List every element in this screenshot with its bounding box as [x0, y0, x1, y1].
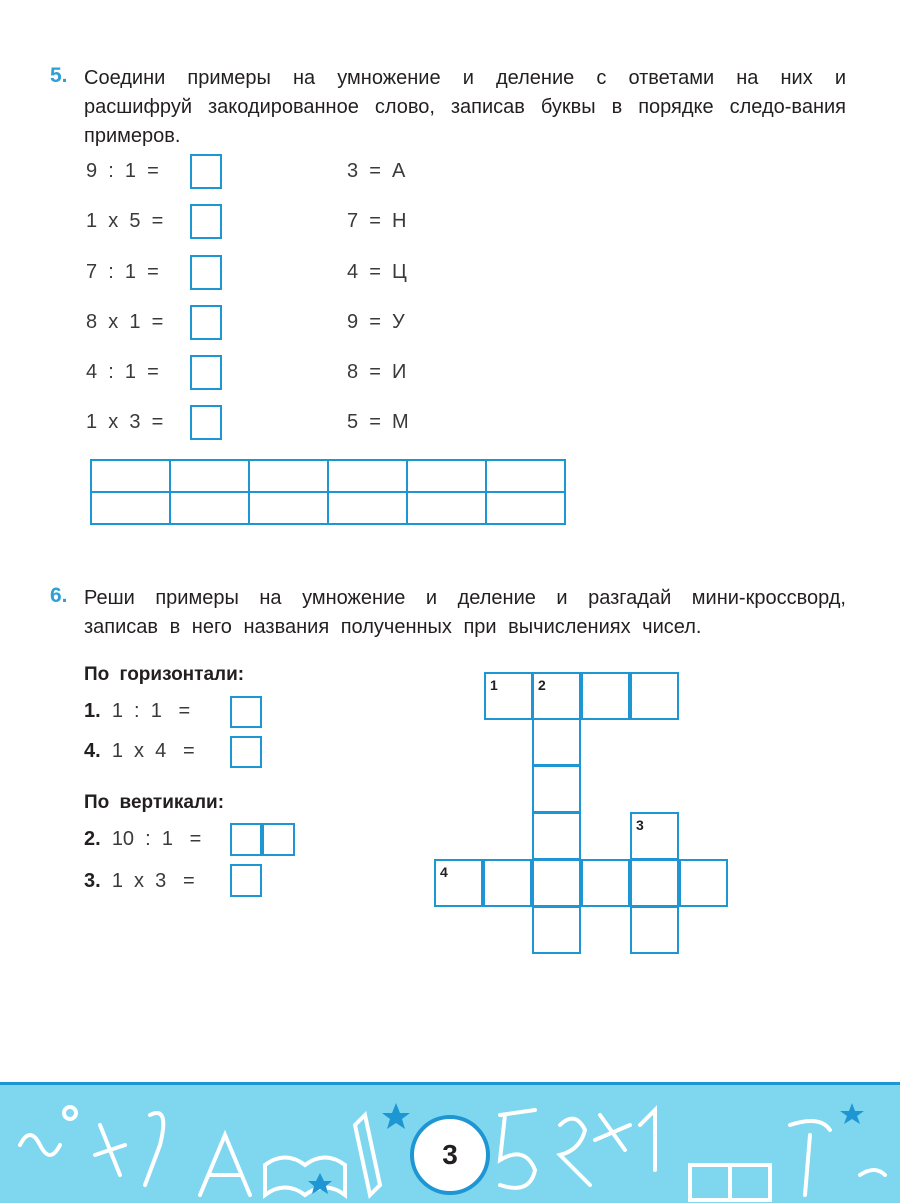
horizontal-clue-4 [84, 740, 195, 763]
example-5: 4 : 1 = [86, 361, 159, 383]
vertical-clue-2 [84, 828, 201, 851]
clue-expression: 10 : 1 = [111, 828, 202, 850]
clue-answer-box-v2b[interactable] [262, 823, 295, 856]
digit-one-doodle-icon [145, 1113, 163, 1185]
grid-cell[interactable] [486, 492, 565, 524]
clue-expression: 1 х 4 = [111, 740, 195, 762]
grid-cell[interactable] [407, 460, 486, 492]
key-6: 5 = М [347, 411, 409, 433]
clue-number: 3. [84, 870, 101, 892]
crossword-cell[interactable] [532, 859, 581, 907]
wave-icon [860, 1170, 885, 1175]
task-5 [50, 64, 846, 154]
task-6-text: Реши примеры на умножение и деление и разгадай мини-кроссворд, записав в него названия полученных при вычислениях чисел. [84, 587, 846, 638]
cell-number-4: 4 [440, 864, 448, 880]
answer-box-1[interactable] [190, 154, 222, 189]
horizontal-heading: По горизонтали: [84, 664, 245, 685]
key-5: 8 = И [347, 361, 407, 383]
crossword-cell[interactable] [630, 906, 679, 954]
key-2: 7 = Н [347, 210, 407, 232]
crossword-cell[interactable] [581, 672, 630, 720]
answer-box-4[interactable] [190, 305, 222, 340]
word-answer-grid [90, 459, 566, 525]
example-1: 9 : 1 = [86, 160, 159, 182]
digit-two-icon [560, 1119, 590, 1185]
dot-icon [64, 1107, 76, 1119]
answer-box-3[interactable] [190, 255, 222, 290]
grid-cell[interactable] [249, 460, 328, 492]
vertical-heading: По вертикали: [84, 792, 225, 813]
crossword-cell[interactable] [630, 672, 679, 720]
crossword-cell[interactable] [630, 859, 679, 907]
digit-one-doodle-icon [640, 1110, 655, 1170]
clue-expression: 1 : 1 = [111, 700, 191, 722]
letter-g-icon [790, 1121, 830, 1195]
crossword-cell[interactable] [532, 906, 581, 954]
grid-cell[interactable] [91, 492, 170, 524]
crossword-cell[interactable] [581, 859, 630, 907]
letter-b-icon [500, 1110, 535, 1188]
star-icon [840, 1103, 864, 1124]
answer-box-2[interactable] [190, 204, 222, 239]
example-4: 8 х 1 = [86, 311, 164, 333]
key-1: 3 = А [347, 160, 406, 182]
crossword-cell[interactable] [532, 718, 581, 766]
book-icon [690, 1165, 770, 1200]
grid-cell[interactable] [170, 492, 249, 524]
crossword-cell[interactable] [532, 812, 581, 860]
grid-cell[interactable] [91, 460, 170, 492]
task-6 [50, 584, 846, 644]
clue-answer-box-h4[interactable] [230, 736, 262, 768]
key-3: 4 = Ц [347, 261, 407, 283]
wave-icon [20, 1135, 60, 1155]
cell-number-3: 3 [636, 817, 644, 833]
pencil-icon [355, 1115, 380, 1195]
grid-cell[interactable] [170, 460, 249, 492]
grid-cell[interactable] [328, 492, 407, 524]
clue-number: 4. [84, 740, 101, 762]
crossword-cell[interactable] [483, 859, 532, 907]
grid-cell[interactable] [486, 460, 565, 492]
example-3: 7 : 1 = [86, 261, 159, 283]
example-6: 1 х 3 = [86, 411, 164, 433]
crossword-cell[interactable] [532, 765, 581, 813]
crossword-cell[interactable] [679, 859, 728, 907]
horizontal-clue-1 [84, 700, 190, 723]
task-6-number: 6. [50, 584, 68, 607]
footer-band [0, 1082, 900, 1203]
key-4: 9 = У [347, 311, 405, 333]
vertical-clue-3 [84, 870, 195, 893]
grid-cell[interactable] [328, 460, 407, 492]
answer-box-5[interactable] [190, 355, 222, 390]
cell-number-2: 2 [538, 677, 546, 693]
plus-doodle-icon [95, 1125, 125, 1175]
clue-number: 1. [84, 700, 101, 722]
letter-a-icon [200, 1135, 250, 1195]
star-icon [382, 1103, 410, 1129]
grid-row [91, 460, 565, 492]
task-5-number: 5. [50, 64, 68, 87]
clue-answer-box-v2a[interactable] [230, 823, 262, 856]
answer-box-6[interactable] [190, 405, 222, 440]
clue-expression: 1 х 3 = [111, 870, 195, 892]
page-number: 3 [410, 1115, 490, 1195]
cell-number-1: 1 [490, 677, 498, 693]
grid-cell[interactable] [407, 492, 486, 524]
grid-row [91, 492, 565, 524]
plus-doodle-icon [595, 1115, 630, 1150]
example-2: 1 х 5 = [86, 210, 164, 232]
clue-number: 2. [84, 828, 101, 850]
clue-answer-box-v3[interactable] [230, 864, 262, 897]
grid-cell[interactable] [249, 492, 328, 524]
clue-answer-box-h1[interactable] [230, 696, 262, 728]
open-book-icon [265, 1158, 345, 1196]
task-5-text: Соедини примеры на умножение и деление с ответами на них и расшифруй закодированное слово, записав буквы в порядке следо-вания примеров. [84, 67, 846, 147]
